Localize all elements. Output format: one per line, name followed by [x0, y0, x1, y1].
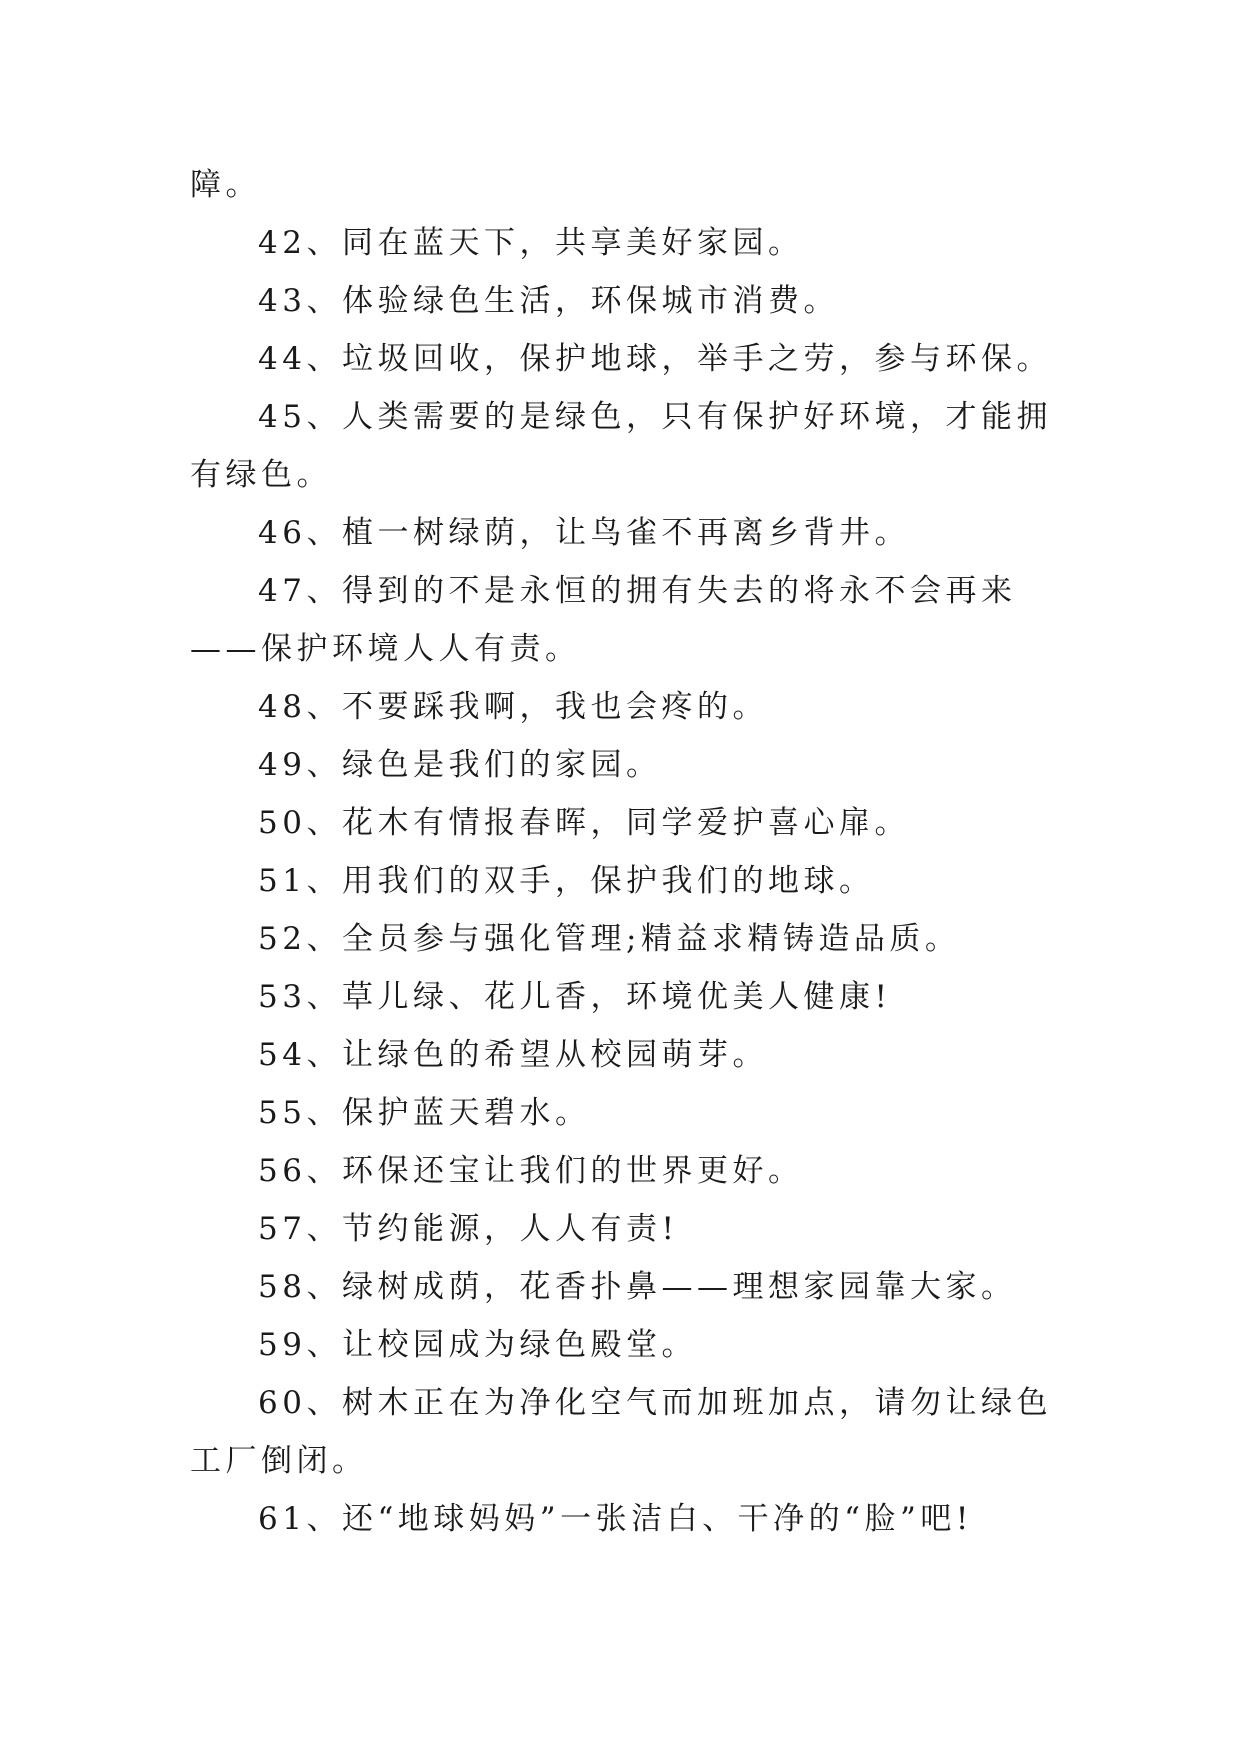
paragraph-continuation: 障。 [190, 167, 261, 203]
slogan-53: 53、草儿绿、花儿香，环境优美人健康! [258, 979, 892, 1015]
slogan-55: 55、保护蓝天碧水。 [258, 1095, 591, 1131]
slogan-58: 58、绿树成荫，花香扑鼻——理想家园靠大家。 [258, 1269, 1017, 1305]
slogan-59: 59、让校园成为绿色殿堂。 [258, 1327, 697, 1363]
slogan-57: 57、节约能源，人人有责! [258, 1211, 679, 1247]
slogan-42: 42、同在蓝天下，共享美好家园。 [258, 225, 804, 261]
slogan-54: 54、让绿色的希望从校园萌芽。 [258, 1037, 768, 1073]
slogan-49: 49、绿色是我们的家园。 [258, 747, 662, 783]
slogan-43: 43、体验绿色生活，环保城市消费。 [258, 283, 839, 319]
slogan-44: 44、垃圾回收，保护地球，举手之劳，参与环保。 [258, 341, 1052, 377]
slogan-60: 60、树木正在为净化空气而加班加点，请勿让绿色工厂倒闭。 [190, 1385, 1052, 1479]
slogan-61: 61、还“地球妈妈”一张洁白、干净的“脸”吧! [258, 1501, 973, 1537]
slogan-47: 47、得到的不是永恒的拥有失去的将永不会再来——保护环境人人有责。 [190, 573, 1017, 667]
document-body [190, 156, 1054, 1548]
slogan-50: 50、花木有情报春晖，同学爱护喜心扉。 [258, 805, 910, 841]
slogan-52: 52、全员参与强化管理;精益求精铸造品质。 [258, 921, 961, 957]
slogan-46: 46、植一树绿荫，让鸟雀不再离乡背井。 [258, 515, 910, 551]
slogan-48: 48、不要踩我啊，我也会疼的。 [258, 689, 768, 725]
slogan-45: 45、人类需要的是绿色，只有保护好环境，才能拥有绿色。 [190, 399, 1052, 493]
slogan-51: 51、用我们的双手，保护我们的地球。 [258, 863, 875, 899]
slogan-56: 56、环保还宝让我们的世界更好。 [258, 1153, 804, 1189]
